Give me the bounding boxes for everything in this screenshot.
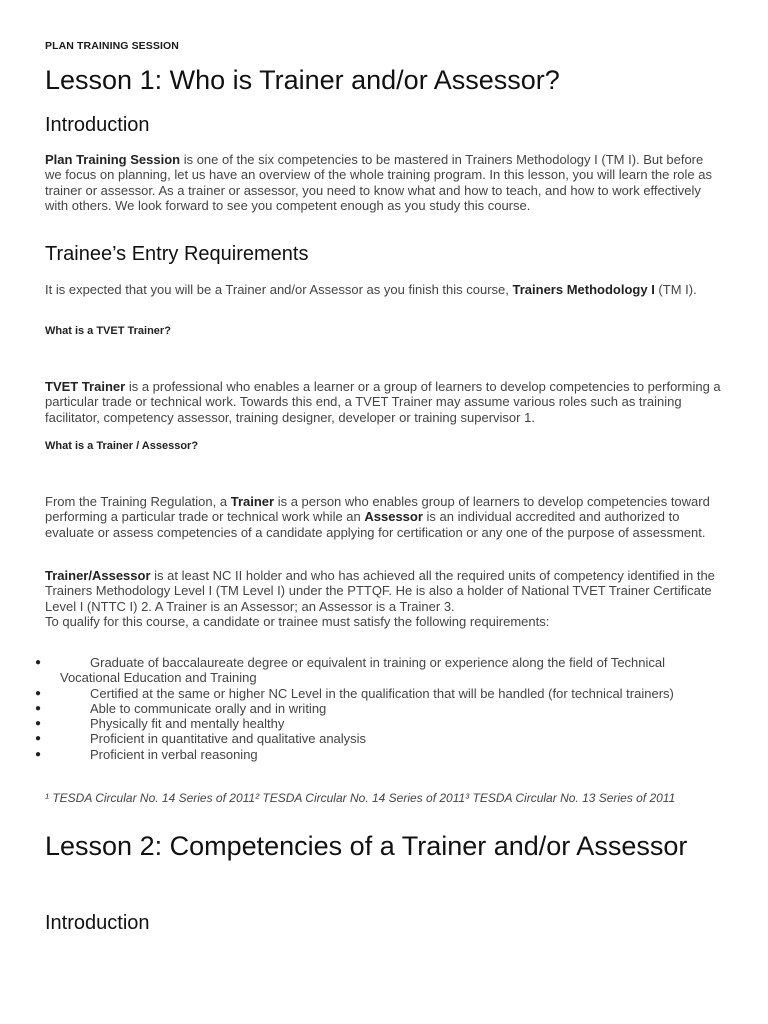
footnotes: ¹ TESDA Circular No. 14 Series of 2011² TESDA Circular No. 14 Series of 2011³ TESDA Circular No. 13 Series of 2011 [45, 791, 676, 805]
tvet-text: is a professional who enables a learner or a group of learners to develop competencies to performing a particular trade or technical work. Towards this end, a TVET Trainer may assume various roles such as training facilitator, competency assessor, training designer, developer or training supervisor 1. [45, 379, 721, 425]
list-item [0, 731, 720, 746]
lesson-1-introduction-paragraph [45, 152, 721, 213]
reg-text-1: From the Training Regulation, a [45, 494, 231, 509]
requirement-text: Proficient in quantitative and qualitative analysis [90, 731, 367, 747]
requirement-text: Proficient in verbal reasoning [90, 746, 258, 762]
document-header-label: PLAN TRAINING SESSION [45, 40, 179, 52]
bullet-icon: ● [35, 702, 42, 714]
bullet-icon: ● [35, 657, 42, 668]
entry-text-after: (TM I). [654, 282, 697, 297]
list-item [0, 655, 720, 686]
qualify-text: To qualify for this course, a candidate or trainee must satisfy the following requirements: [45, 613, 550, 629]
requirements-list [0, 655, 720, 762]
list-item [0, 716, 720, 731]
list-item [0, 686, 720, 701]
intro-text: is one of the six competencies to be mastered in Trainers Methodology I (TM I). But before we focus on planning, let us have an overview of the whole training program. In this lesson, you will learn the role as trainer or assessor. As a trainer or assessor, you need to know what and how to teach, and how to work effectively with others. We look forward to see you competent enough as you study this course. [45, 152, 712, 213]
training-regulation-paragraph [45, 494, 721, 540]
tvet-trainer-paragraph [45, 379, 721, 425]
lesson-1-title: Lesson 1: Who is Trainer and/or Assessor? [45, 65, 560, 95]
lesson-1-introduction-heading: Introduction [45, 114, 150, 136]
bullet-icon: ● [35, 748, 42, 760]
bullet-icon: ● [35, 718, 42, 730]
ta-text: is at least NC II holder and who has achieved all the required units of competency identified in the Trainers Methodology Level I (TM Level I) under the PTTQF. He is also a holder of National TVET Trainer Certificate Level I (NTTC I) 2. A Trainer is an Assessor; an Assessor is a Trainer 3. [45, 568, 715, 614]
entry-requirements-paragraph [45, 282, 721, 297]
list-item [0, 701, 720, 716]
trainer-assessor-paragraph [45, 568, 721, 629]
entry-bold-term: Trainers Methodology I [512, 282, 655, 297]
question-trainer-assessor: What is a Trainer / Assessor? [45, 440, 199, 452]
reg-text-2: is a person who enables group of learners to develop competencies toward performing a particular trade or technical work while an [45, 494, 710, 525]
lesson-2-title: Lesson 2: Competencies of a Trainer and/or Assessor [45, 831, 688, 861]
list-item [0, 747, 720, 762]
lesson-2-introduction-heading: Introduction [45, 912, 150, 934]
bullet-icon: ● [35, 733, 42, 745]
reg-text-3: is an individual accredited and authorized to evaluate or assess competencies of a candidate applying for certification or any one of the purpose of assessment. [45, 509, 706, 540]
intro-bold-term: Plan Training Session [45, 152, 181, 167]
question-tvet-trainer: What is a TVET Trainer? [45, 325, 171, 337]
requirement-text: Able to communicate orally and in writing [90, 700, 327, 716]
reg-bold-assessor: Assessor [364, 509, 423, 525]
entry-requirements-heading: Trainee’s Entry Requirements [45, 243, 309, 265]
reg-bold-trainer: Trainer [230, 494, 275, 509]
requirement-text: Physically fit and mentally healthy [90, 716, 285, 732]
bullet-icon: ● [35, 687, 42, 699]
requirement-text: Graduate of baccalaureate degree or equivalent in training or experience along the field of Technical Vocational Education and Training [60, 655, 666, 686]
ta-bold-term: Trainer/Assessor [45, 568, 151, 583]
tvet-bold-term: TVET Trainer [45, 379, 126, 394]
requirement-text: Certified at the same or higher NC Level in the qualification that will be handled (for technical trainers) [90, 685, 674, 701]
entry-text-before: It is expected that you will be a Trainer and/or Assessor as you finish this course, [45, 282, 513, 297]
